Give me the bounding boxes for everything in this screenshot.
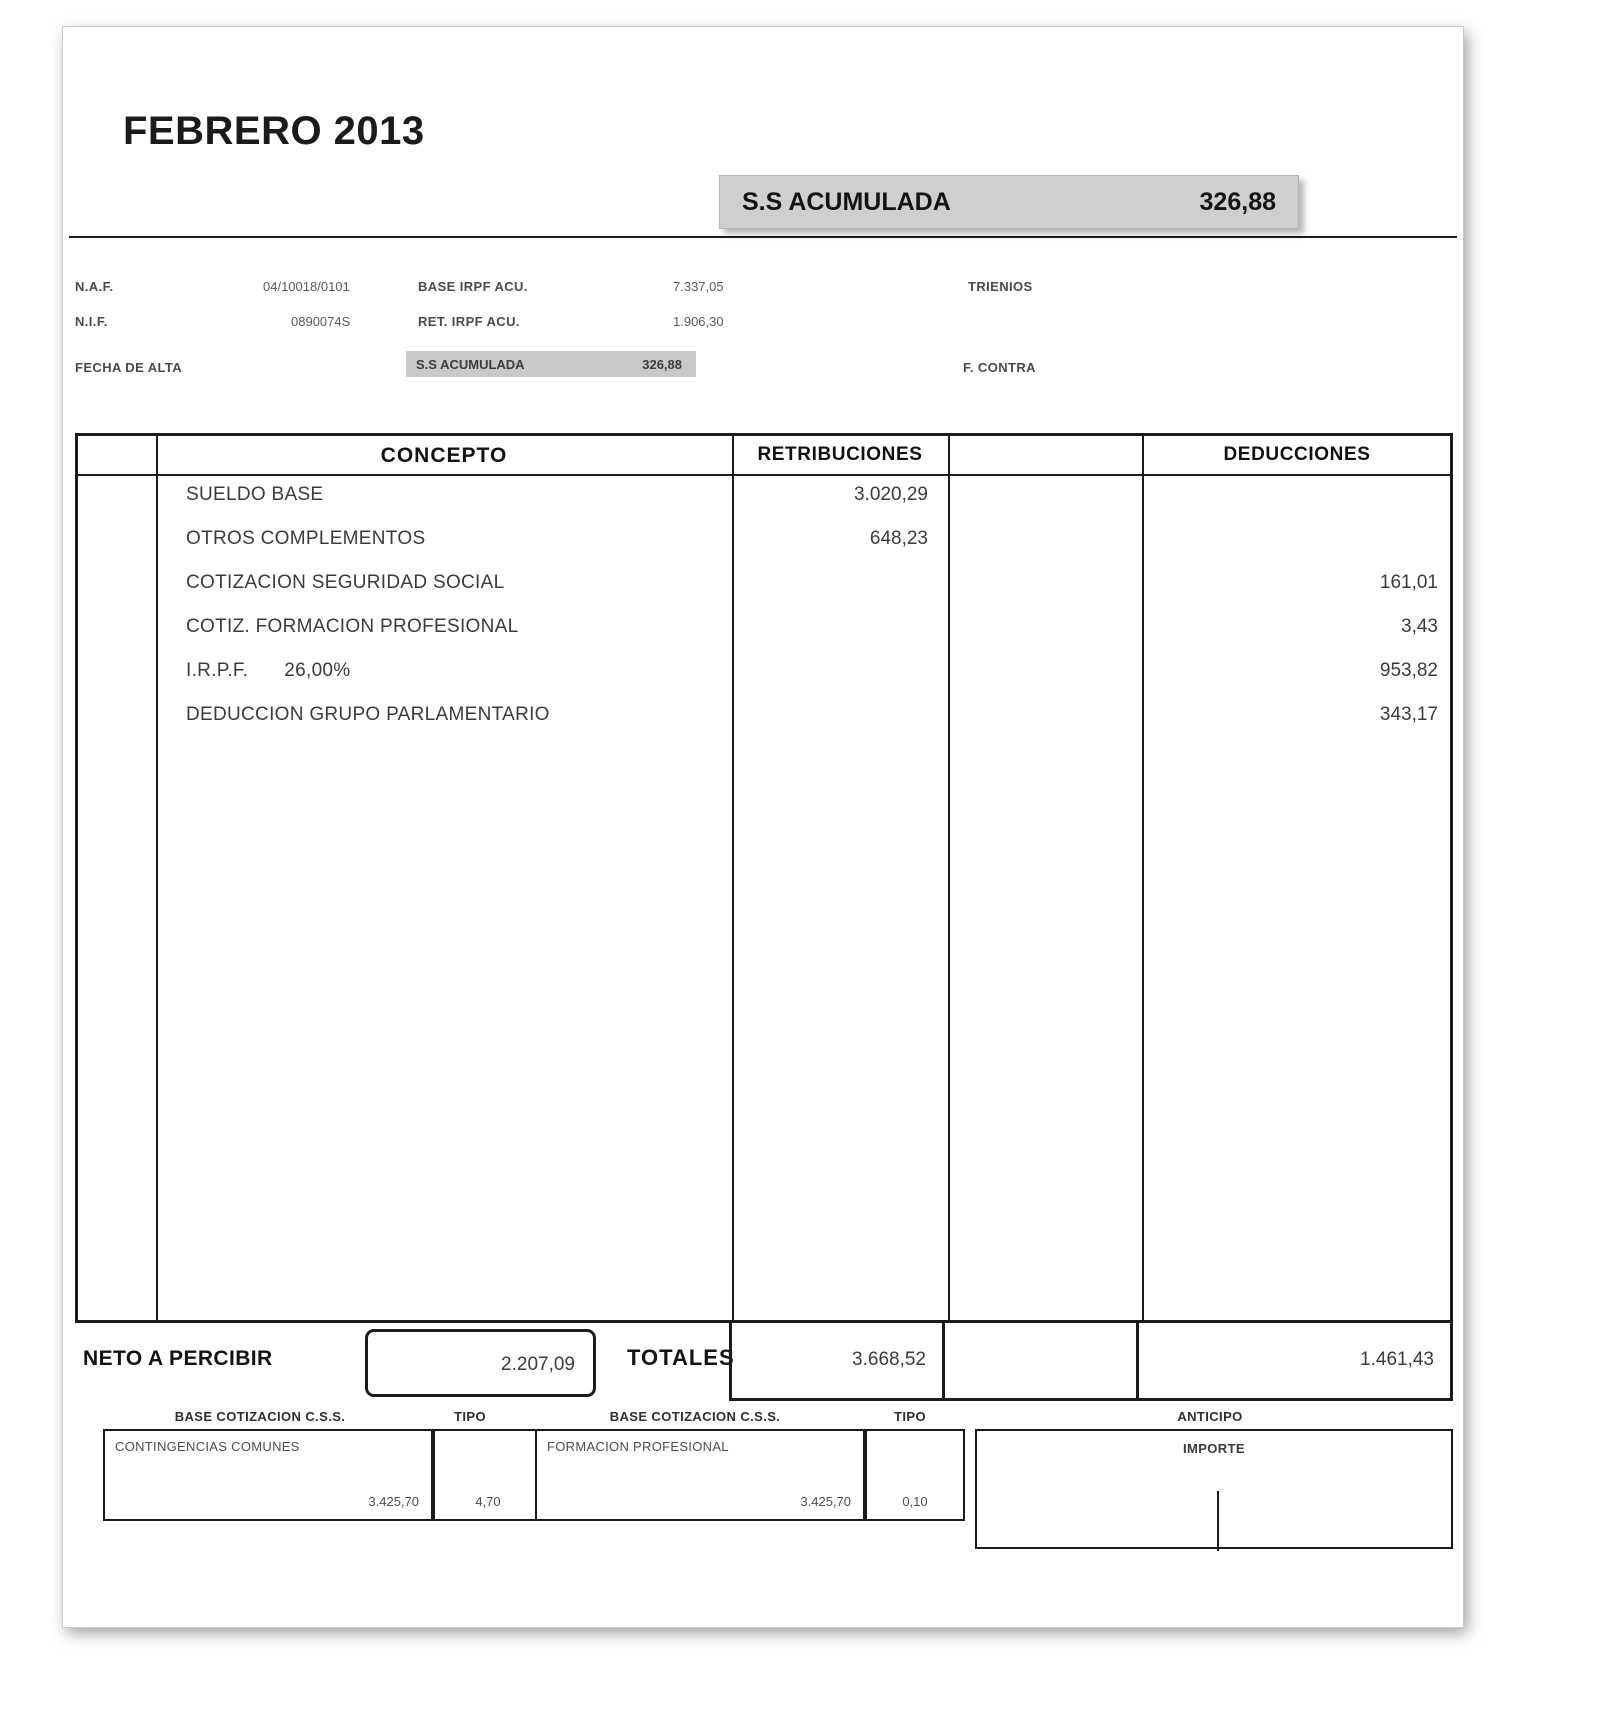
row-concepto	[186, 660, 351, 682]
row-concepto-text: DEDUCCION GRUPO PARLAMENTARIO	[186, 704, 550, 725]
concept-table	[75, 433, 1453, 1323]
ss-acumulada-inline-value: 326,88	[642, 357, 682, 372]
row-deduccion: 953,82	[1379, 660, 1438, 681]
nif-label: N.I.F.	[75, 314, 108, 329]
page-bottom-fade	[63, 1563, 1463, 1627]
ss-acumulada-label: S.S ACUMULADA	[742, 188, 951, 216]
total-deducciones-cell	[1139, 1323, 1453, 1401]
row-deduccion: 3,43	[1401, 616, 1438, 637]
row-concepto-text: SUELDO BASE	[186, 484, 324, 505]
totales-label: TOTALES	[627, 1345, 735, 1370]
row-retribucion: 648,23	[869, 528, 928, 549]
total-retribuciones-value: 3.668,52	[852, 1349, 926, 1370]
identity-block	[63, 257, 1463, 427]
row-concepto-text: I.R.P.F.	[186, 660, 249, 681]
base-irpf-acu-label: BASE IRPF ACU.	[418, 279, 528, 294]
row-concepto	[186, 484, 359, 506]
neto-a-percibir-label: NETO A PERCIBIR	[83, 1347, 273, 1370]
neto-a-percibir-box	[365, 1329, 596, 1397]
ss-acumulada-inline-label: S.S ACUMULADA	[416, 357, 525, 372]
row-concepto-text: COTIZACION SEGURIDAD SOCIAL	[186, 572, 505, 593]
totals-band	[75, 1323, 1453, 1401]
table-row	[78, 654, 1450, 698]
fecha-contrato-label: F. CONTRA	[963, 360, 1036, 375]
importe-label: IMPORTE	[1182, 1441, 1246, 1456]
contingencias-comunes-box	[103, 1429, 433, 1521]
ss-acumulada-highlight-box	[719, 175, 1299, 229]
page-title: FEBRERO 2013	[123, 109, 425, 153]
row-concepto	[186, 528, 461, 550]
base-cotizacion-2-header: BASE COTIZACION C.S.S.	[609, 1409, 781, 1424]
row-concepto-pct: 26,00%	[284, 660, 351, 681]
formacion-profesional-box	[535, 1429, 865, 1521]
ss-acumulada-inline-box	[406, 351, 696, 377]
table-body	[78, 478, 1450, 742]
row-deduccion: 161,01	[1379, 572, 1438, 593]
total-deducciones-value: 1.461,43	[1360, 1349, 1434, 1370]
row-concepto-text: OTROS COMPLEMENTOS	[186, 528, 426, 549]
fecha-alta-label: FECHA DE ALTA	[75, 360, 183, 375]
base-irpf-acu-value: 7.337,05	[673, 279, 724, 294]
naf-label: N.A.F.	[75, 279, 114, 294]
table-row	[78, 566, 1450, 610]
contingencias-comunes-amount: 3.425,70	[368, 1494, 419, 1509]
neto-a-percibir-value: 2.207,09	[501, 1354, 575, 1375]
column-header-concepto: CONCEPTO	[380, 444, 508, 467]
ret-irpf-acu-label: RET. IRPF ACU.	[418, 314, 520, 329]
row-deduccion: 343,17	[1379, 704, 1438, 725]
table-row	[78, 522, 1450, 566]
row-concepto-text: COTIZ. FORMACION PROFESIONAL	[186, 616, 519, 637]
ret-irpf-acu-value: 1.906,30	[673, 314, 724, 329]
row-retribucion: 3.020,29	[854, 484, 928, 505]
formacion-profesional-amount: 3.425,70	[800, 1494, 851, 1509]
contingencias-comunes-caption: CONTINGENCIAS COMUNES	[115, 1439, 300, 1454]
contingencias-tipo-value: 4,70	[475, 1494, 501, 1509]
formacion-tipo-box	[865, 1429, 965, 1521]
contingencias-tipo-box	[433, 1429, 543, 1521]
naf-value: 04/10018/0101	[263, 279, 350, 294]
cotizacion-section	[75, 1409, 1453, 1569]
anticipo-header: ANTICIPO	[1177, 1409, 1243, 1424]
tipo-1-header: TIPO	[454, 1409, 486, 1424]
nif-value: 0890074S	[291, 314, 351, 329]
tipo-2-header: TIPO	[894, 1409, 926, 1424]
anticipo-importe-box	[975, 1429, 1453, 1549]
table-row	[78, 478, 1450, 522]
row-concepto	[186, 572, 540, 594]
column-header-retribuciones: RETRIBUCIONES	[757, 444, 923, 465]
base-cotizacion-1-header: BASE COTIZACION C.S.S.	[174, 1409, 346, 1424]
ss-acumulada-value: 326,88	[1199, 188, 1276, 216]
header-divider	[69, 236, 1457, 238]
formacion-tipo-value: 0,10	[902, 1494, 928, 1509]
table-row	[78, 698, 1450, 742]
total-middle-cell	[945, 1323, 1139, 1401]
table-row	[78, 610, 1450, 654]
column-header-deducciones: DEDUCCIONES	[1223, 444, 1371, 465]
total-retribuciones-cell	[729, 1323, 945, 1401]
row-concepto	[186, 616, 554, 638]
importe-divider	[1217, 1491, 1219, 1551]
formacion-profesional-caption: FORMACION PROFESIONAL	[547, 1439, 729, 1454]
payslip-document	[62, 26, 1464, 1628]
trienios-label: TRIENIOS	[968, 279, 1033, 294]
row-concepto	[186, 704, 586, 726]
